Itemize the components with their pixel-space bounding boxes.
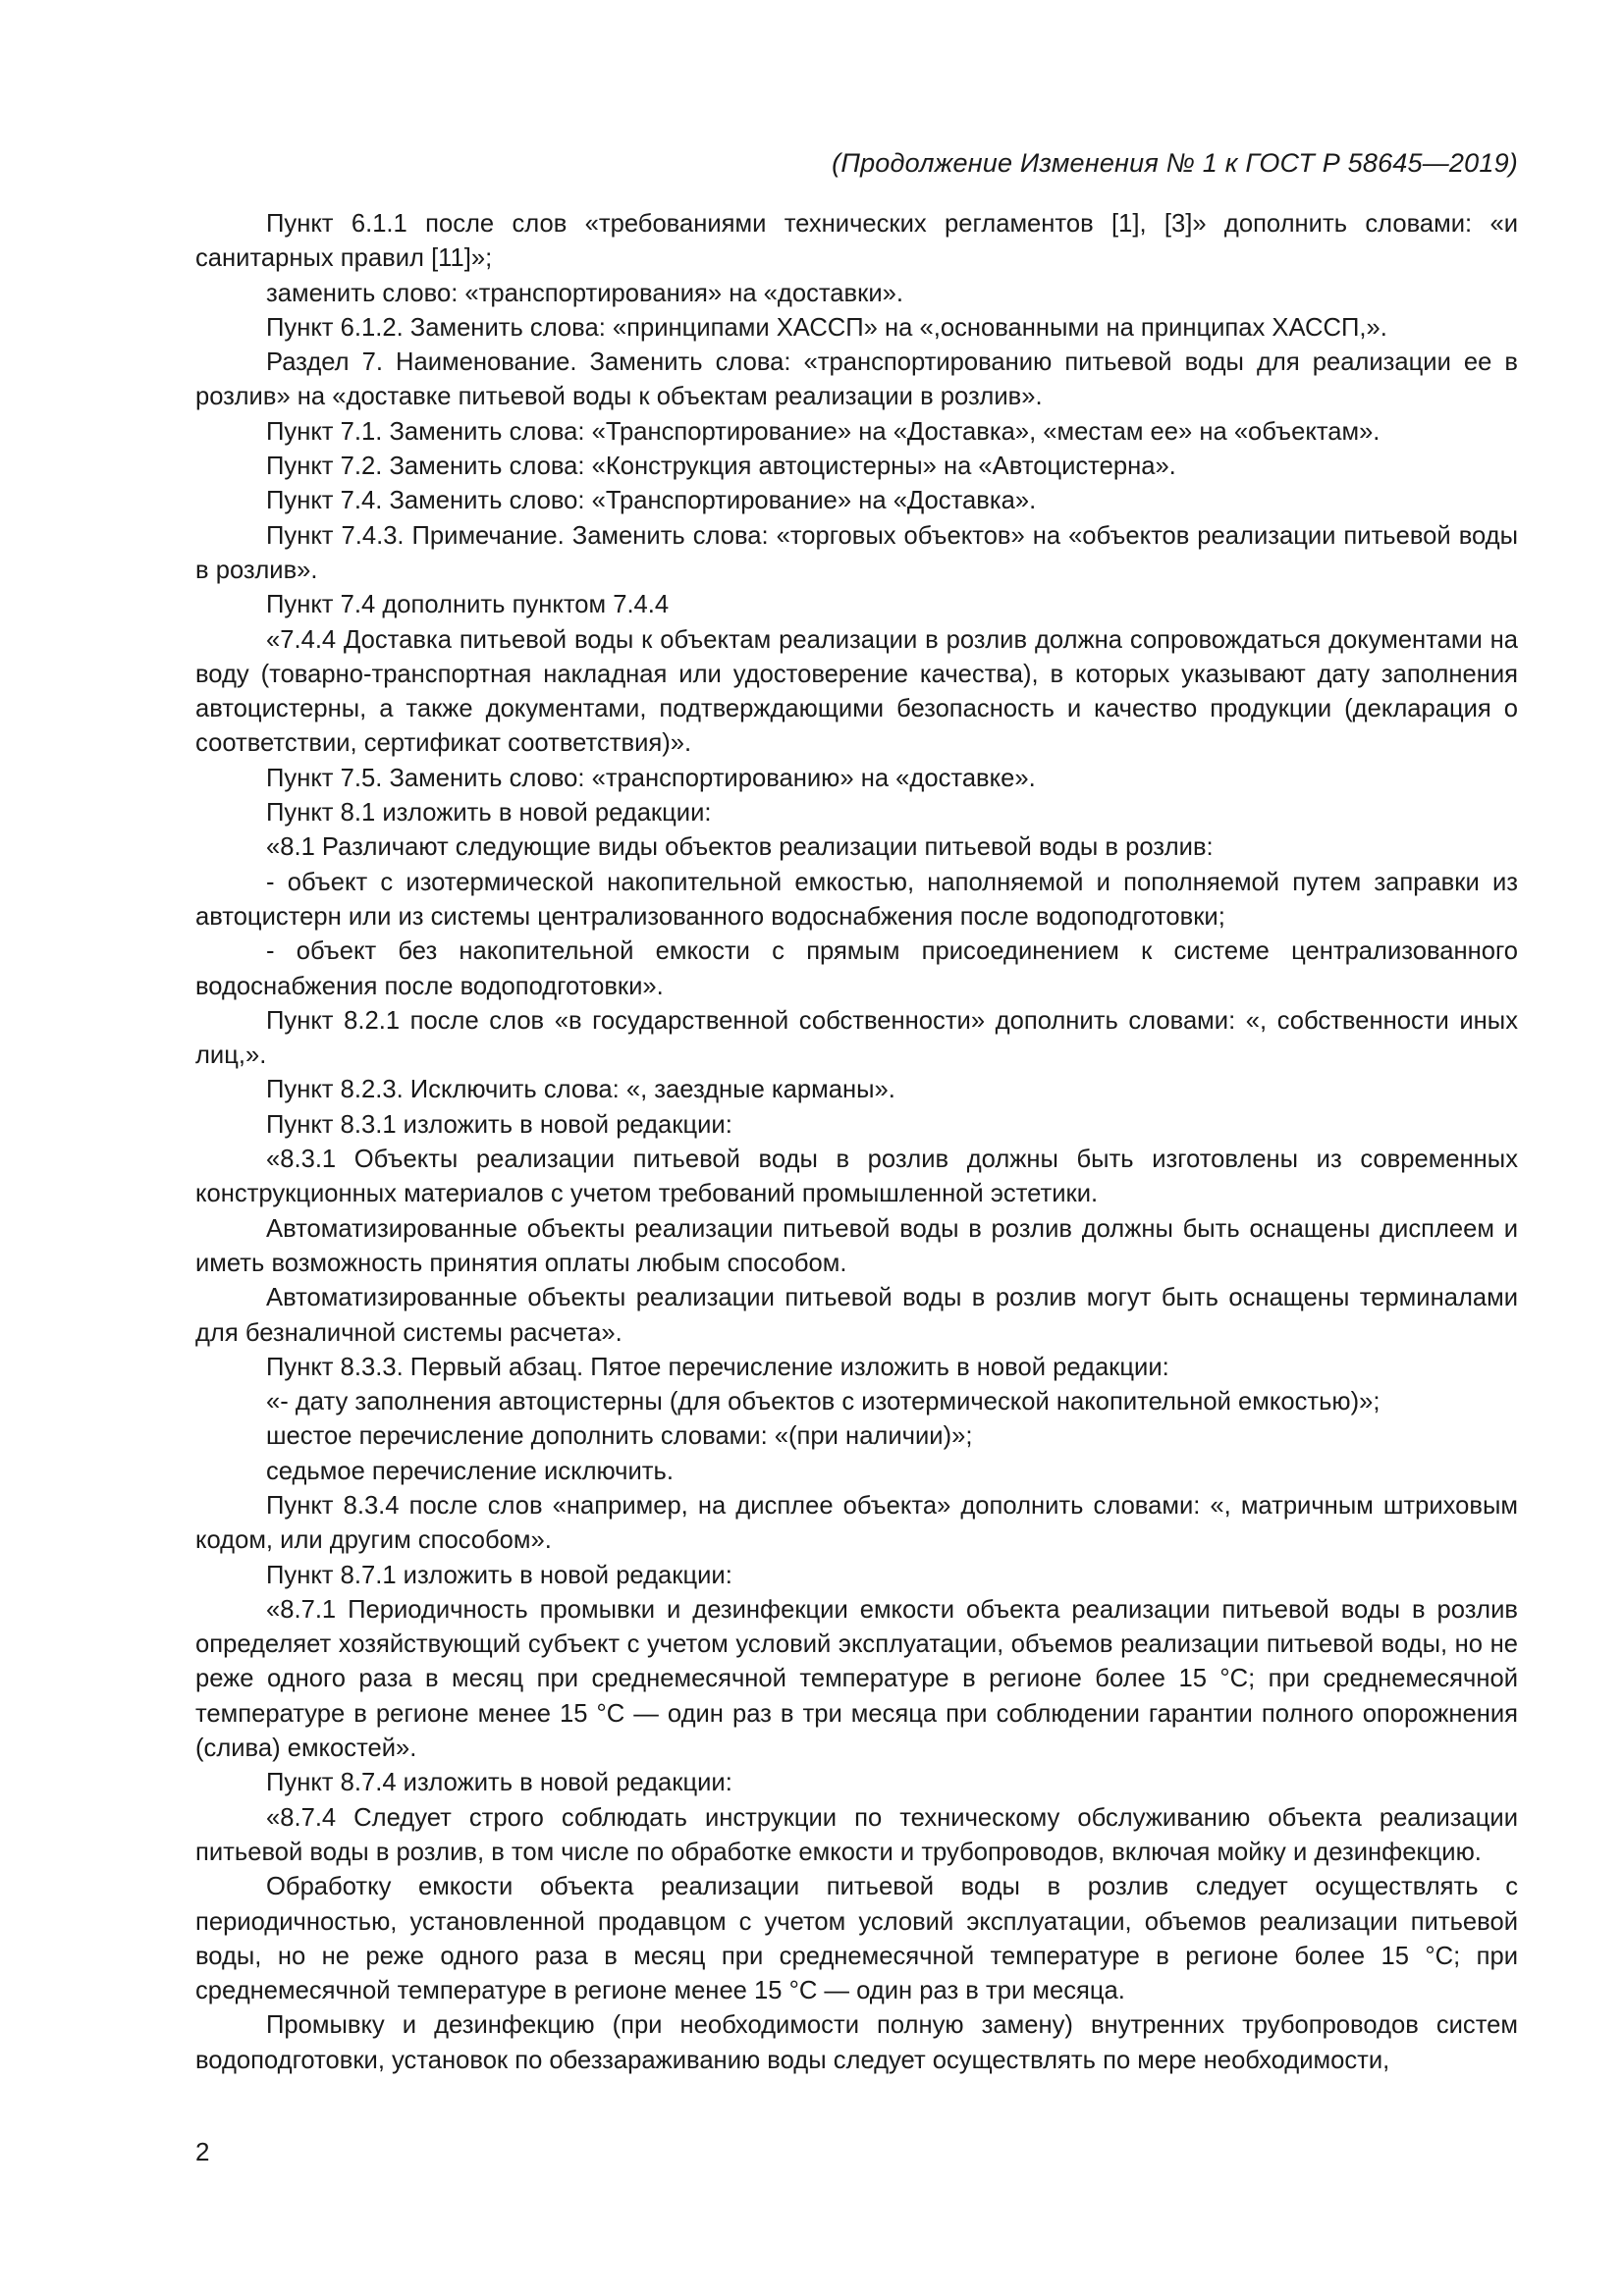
paragraph: седьмое перечисление исключить. <box>266 1457 674 1485</box>
paragraph: Пункт 7.4.3. Примечание. Заменить слова: «торговых объектов» на «объектов реализации питьевой воды в розлив». <box>195 521 1518 584</box>
paragraph: Пункт 8.2.3. Исключить слова: «, заездные карманы». <box>266 1076 895 1104</box>
page-number: 2 <box>195 2137 210 2166</box>
paragraph: Автоматизированные объекты реализации питьевой воды в розлив должны быть оснащены дисплеем и иметь возможность принятия оплаты любым способом. <box>195 1214 1518 1277</box>
paragraph: - объект без накопительной емкости с прямым присоединением к системе централизованного водоснабжения после водоподготовки». <box>195 937 1518 1000</box>
paragraph: Пункт 6.1.1 после слов «требованиями технических регламентов [1], [3]» дополнить словами: «и санитарных правил [11]»; <box>195 210 1518 273</box>
paragraph: Пункт 7.1. Заменить слова: «Транспортирование» на «Доставка», «местам ее» на «объектам». <box>266 417 1380 446</box>
paragraph: Пункт 8.7.4 изложить в новой редакции: <box>266 1769 732 1797</box>
paragraph: Автоматизированные объекты реализации питьевой воды в розлив могут быть оснащены терминалами для безналичной системы расчета». <box>195 1284 1518 1347</box>
paragraph: заменить слово: «транспортирования» на «доставки». <box>266 279 903 307</box>
paragraph: шестое перечисление дополнить словами: «(при наличии)»; <box>266 1422 973 1451</box>
running-header: (Продолжение Изменения № 1 к ГОСТ Р 58645—2019) <box>832 148 1518 178</box>
document-page <box>195 0 1518 2296</box>
document-body <box>195 207 1518 2078</box>
paragraph: «8.3.1 Объекты реализации питьевой воды в розлив должны быть изготовлены из современных конструкционных материалов с учетом требований промышленной эстетики. <box>195 1146 1518 1208</box>
paragraph: Пункт 8.1 изложить в новой редакции: <box>266 799 712 828</box>
paragraph: Пункт 8.3.4 после слов «например, на дисплее объекта» дополнить словами: «, матричным штриховым кодом, или другим способом». <box>195 1491 1518 1555</box>
paragraph: Пункт 7.4. Заменить слово: «Транспортирование» на «Доставка». <box>266 487 1037 515</box>
paragraph: Пункт 8.3.3. Первый абзац. Пятое перечисление изложить в новой редакции: <box>266 1353 1169 1381</box>
paragraph: Пункт 7.4 дополнить пунктом 7.4.4 <box>266 591 670 619</box>
paragraph: Пункт 6.1.2. Заменить слова: «принципами ХАССП» на «,основанными на принципах ХАССП,». <box>266 313 1387 342</box>
paragraph: «8.1 Различают следующие виды объектов реализации питьевой воды в розлив: <box>266 833 1214 862</box>
paragraph: Пункт 8.7.1 изложить в новой редакции: <box>266 1561 732 1589</box>
paragraph: «8.7.1 Периодичность промывки и дезинфекции емкости объекта реализации питьевой воды в розлив определяет хозяйствующий субъект с учетом условий эксплуатации, объемов реализации питьевой воды, но не реже одного раза в месяц при среднемесячной температуре в регионе более 15 °С; при среднемесячной температуре в регионе менее 15 °С — один раз в три месяца при соблюдении гарантии полного опорожнения (слива) емкостей». <box>195 1595 1518 1763</box>
paragraph: Обработку емкости объекта реализации питьевой воды в розлив следует осуществлять с периодичностью, установленной продавцом с учетом условий эксплуатации, объемов реализации питьевой воды, но не реже одного раза в месяц при среднемесячной температуре в регионе более 15 °С; при среднемесячной температуре в регионе менее 15 °С — один раз в три месяца. <box>195 1873 1518 2005</box>
paragraph: Промывку и дезинфекцию (при необходимости полную замену) внутренних трубопроводов систем водоподготовки, установок по обеззараживанию воды следует осуществлять по мере необходимости, <box>195 2011 1518 2074</box>
paragraph: «- дату заполнения автоцистерны (для объектов с изотермической накопительной емкостью)»; <box>266 1388 1380 1416</box>
paragraph: Раздел 7. Наименование. Заменить слова: «транспортированию питьевой воды для реализации ее в розлив» на «доставке питьевой воды к объектам реализации в розлив». <box>195 348 1518 411</box>
paragraph: Пункт 8.3.1 изложить в новой редакции: <box>266 1110 732 1139</box>
paragraph: - объект с изотермической накопительной емкостью, наполняемой и пополняемой путем заправки из автоцистерн или из системы централизованного водоснабжения после водоподготовки; <box>195 868 1518 931</box>
paragraph: Пункт 8.2.1 после слов «в государственной собственности» дополнить словами: «, собственности иных лиц,». <box>195 1006 1518 1070</box>
paragraph: Пункт 7.5. Заменить слово: «транспортированию» на «доставке». <box>266 764 1036 792</box>
paragraph: «8.7.4 Следует строго соблюдать инструкции по техническому обслуживанию объекта реализации питьевой воды в розлив, в том числе по обработке емкости и трубопроводов, включая мойку и дезинфекцию. <box>195 1803 1518 1866</box>
paragraph: «7.4.4 Доставка питьевой воды к объектам реализации в розлив должна сопровождаться документами на воду (товарно-транспортная накладная или удостоверение качества), в которых указывают дату заполнения автоцистерны, а также документами, подтверждающими безопасность и качество продукции (декларация о соответствии, сертификат соответствия)». <box>195 625 1518 758</box>
paragraph: Пункт 7.2. Заменить слова: «Конструкция автоцистерны» на «Автоцистерна». <box>266 453 1176 481</box>
